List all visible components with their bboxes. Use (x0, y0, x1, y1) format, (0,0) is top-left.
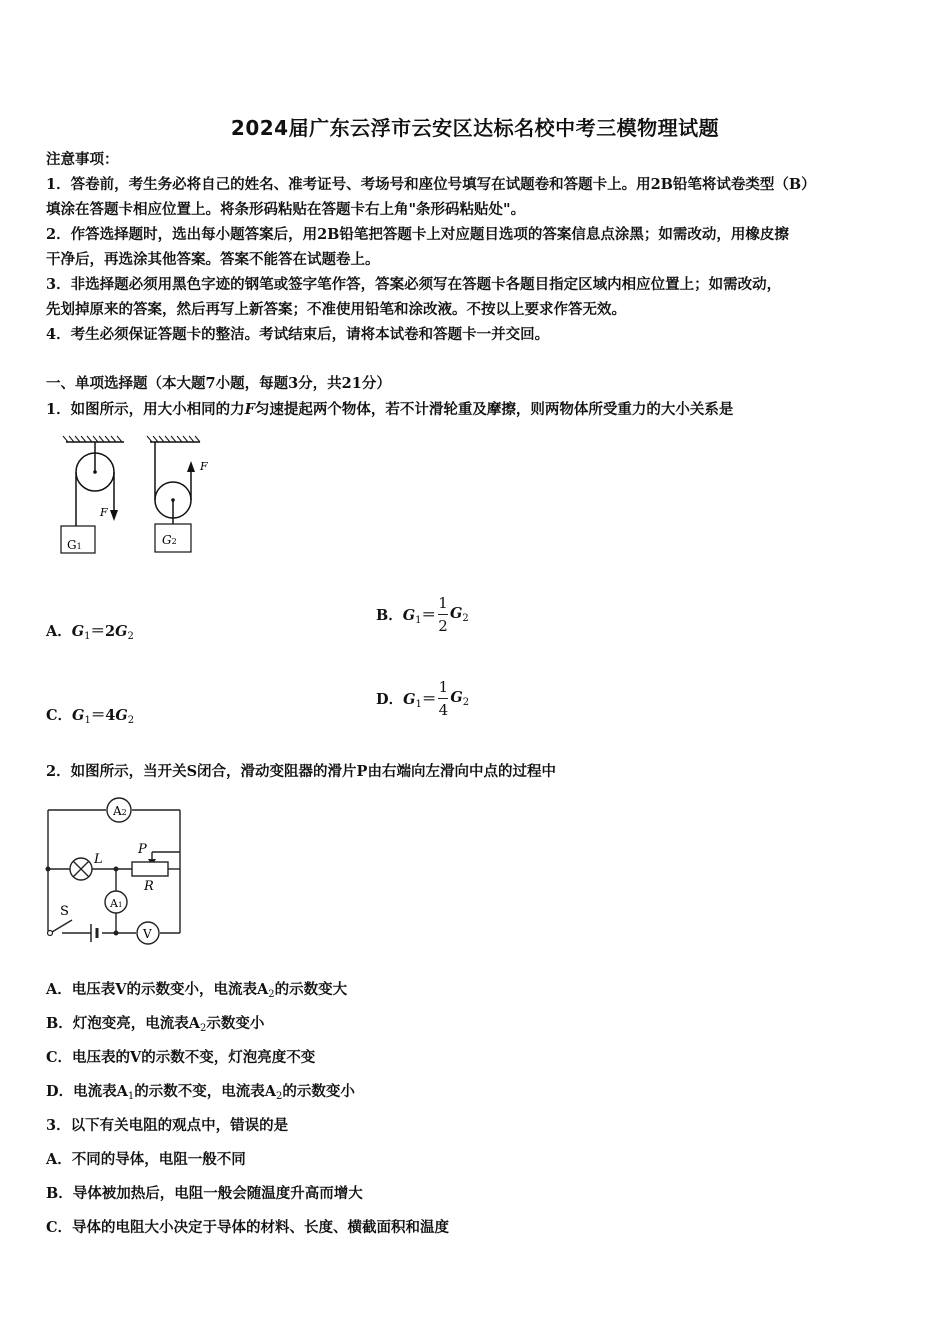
option-letter: A． (46, 623, 72, 640)
meter-subscript: 1 (117, 901, 123, 909)
question-2-stem: 2．如图所示，当开关S闭合，滑动变阻器的滑片P由右端向左滑向中点的过程中 (46, 763, 556, 780)
fixed-pulley (76, 442, 118, 526)
symbol: G (115, 707, 128, 724)
symbol: G (115, 623, 128, 640)
option-d[interactable] (376, 678, 469, 719)
equals: ＝4 (90, 707, 116, 724)
voltmeter-label: V (143, 927, 152, 941)
weight-symbol: G (162, 533, 172, 547)
option-letter: C． (46, 707, 73, 724)
notice-line: 填涂在答题卡相应位置上。将条形码粘贴在答题卡右上角"条形码粘贴处"。 (46, 201, 526, 218)
option-a[interactable] (46, 620, 134, 642)
weight-subscript: 1 (76, 542, 82, 551)
battery-icon (91, 924, 102, 942)
notice-line: 3．非选择题必须用黑色字迹的钢笔或签字笔作答，答案必须写在答题卡各题目指定区域内相应位置上；如需改动， (46, 276, 782, 293)
subscript: 1 (415, 614, 422, 626)
symbol: G (450, 689, 463, 706)
equals: ＝2 (90, 623, 116, 640)
meter-subscript: 2 (121, 808, 127, 817)
option-text: C．电压表的V的示数不变，灯泡亮度不变 (46, 1049, 316, 1066)
notice-line: 干净后，再选涂其他答案。答案不能答在试题卷上。 (46, 251, 380, 268)
force-variable: F (244, 401, 255, 418)
resistor-label: R (144, 879, 154, 894)
subscript: 1 (84, 631, 91, 642)
meter-letter: A (113, 804, 122, 818)
subscript: 1 (415, 698, 422, 710)
option-a[interactable]: A．不同的导体，电阻一般不同 (46, 1151, 246, 1168)
option-b[interactable] (46, 1014, 264, 1039)
pulley-figure (52, 434, 217, 560)
subscript: 2 (127, 715, 135, 726)
weight-box-2 (155, 524, 191, 552)
equals: ＝ (421, 690, 437, 708)
option-text: 的示数变大 (274, 981, 348, 998)
stem-text: 匀速提起两个物体，若不计滑轮重及摩擦，则两物体所受重力的大小关系是 (254, 401, 734, 418)
stem-text: 1．如图所示，用大小相同的力 (46, 401, 245, 418)
subscript: 2 (200, 1023, 207, 1034)
force-label: F (100, 506, 108, 519)
subscript: 2 (127, 631, 134, 642)
equals: ＝ (421, 606, 437, 624)
denominator: 4 (438, 701, 449, 719)
weight-symbol: G (67, 538, 77, 552)
subscript: 2 (275, 1091, 283, 1102)
question-1-stem (46, 400, 733, 420)
fraction (438, 678, 448, 719)
numerator: 1 (438, 678, 449, 696)
option-a[interactable] (46, 980, 347, 1005)
option-text: D．电流表A (46, 1083, 128, 1100)
ammeter-a2 (107, 798, 131, 822)
subscript: 2 (268, 989, 275, 1000)
slider-label: P (138, 842, 147, 857)
option-c[interactable]: C．导体的电阻大小决定于导体的材料、长度、横截面积和温度 (46, 1219, 450, 1236)
option-text: 的示数变小 (282, 1083, 355, 1100)
circuit-figure (40, 793, 190, 945)
option-text: A．电压表V的示数变小，电流表A (46, 981, 269, 998)
option-b[interactable]: B．导体被加热后，电阻一般会随温度升高而增大 (46, 1185, 363, 1202)
symbol: G (402, 606, 416, 624)
option-text: B．灯泡变亮，电流表A (46, 1015, 201, 1032)
movable-pulley (155, 442, 195, 524)
notice-line: 先划掉原来的答案，然后再写上新答案；不准使用铅笔和涂改液。不按以上要求作答无效。 (46, 301, 626, 318)
voltmeter (137, 922, 159, 944)
lamp-label: L (94, 852, 103, 867)
ammeter-a1 (105, 891, 127, 913)
ceiling-right (147, 436, 200, 442)
option-b[interactable] (376, 594, 469, 635)
option-c[interactable] (46, 1048, 315, 1068)
notice-line: 2．作答选择题时，选出每小题答案后，用2B铅笔把答题卡上对应题目选项的答案信息点涂黑；如需改动，用橡皮擦 (46, 226, 789, 243)
subscript: 2 (462, 697, 470, 708)
subscript: 2 (462, 613, 469, 624)
question-3-stem: 3．以下有关电阻的观点中，错误的是 (46, 1117, 289, 1134)
symbol: G (403, 690, 416, 708)
section-heading: 一、单项选择题（本大题7小题，每题3分，共21分） (46, 375, 391, 392)
ceiling-left (63, 436, 124, 442)
notice-line: 1．答卷前，考生务必将自己的姓名、准考证号、考场号和座位号填写在试题卷和答题卡上。用2B铅笔将试卷类型（B） (46, 176, 816, 193)
weight-subscript: 2 (171, 537, 177, 546)
option-text: 示数变小 (206, 1015, 265, 1032)
fraction (438, 594, 448, 635)
numerator: 1 (438, 594, 448, 612)
option-c[interactable] (46, 704, 134, 726)
page-title: 2024届广东云浮市云安区达标名校中考三模物理试题 (230, 116, 720, 140)
notice-heading: 注意事项： (46, 151, 119, 168)
subscript: 1 (84, 715, 91, 726)
option-text: 的示数不变，电流表A (134, 1083, 276, 1100)
symbol: G (450, 605, 463, 622)
force-label: F (200, 460, 208, 473)
option-d[interactable] (46, 1082, 355, 1107)
rheostat (132, 862, 168, 876)
notice-line: 4．考生必须保证答题卡的整洁。考试结束后，请将本试卷和答题卡一并交回。 (46, 326, 550, 343)
weight-box-1 (61, 526, 95, 553)
denominator: 2 (438, 617, 448, 635)
symbol: G (71, 623, 85, 640)
switch-label: S (60, 904, 69, 919)
option-letter: D． (376, 690, 404, 708)
symbol: G (72, 707, 85, 724)
meter-letter: A (110, 897, 118, 910)
subscript: 1 (127, 1091, 135, 1102)
lamp-icon (70, 858, 92, 880)
option-letter: B． (376, 606, 403, 624)
